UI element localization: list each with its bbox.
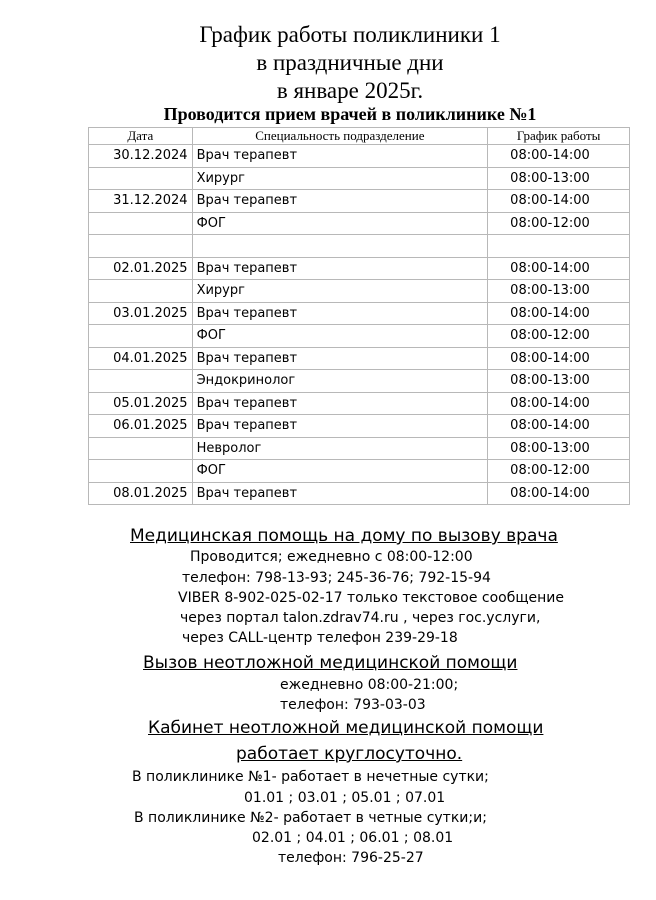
cell-date bbox=[89, 235, 193, 258]
clinic2-text: В поликлинике №2- работает в четные сутки;и; bbox=[134, 810, 487, 826]
table-row bbox=[89, 212, 630, 235]
cell-specialty: Врач терапевт bbox=[192, 392, 488, 415]
cell-specialty: ФОГ bbox=[192, 460, 488, 483]
urgent-office-heading-2: работает круглосуточно. bbox=[236, 744, 463, 764]
table-row bbox=[89, 167, 630, 190]
cell-date: 05.01.2025 bbox=[89, 392, 193, 415]
cell-date bbox=[89, 212, 193, 235]
cell-date: 30.12.2024 bbox=[89, 145, 193, 168]
urgent-office-heading-1: Кабинет неотложной медицинской помощи bbox=[148, 718, 544, 738]
cell-specialty: ФОГ bbox=[192, 212, 488, 235]
cell-specialty: Врач терапевт bbox=[192, 190, 488, 213]
table-row bbox=[89, 190, 630, 213]
table-row bbox=[89, 325, 630, 348]
cell-date bbox=[89, 460, 193, 483]
cell-schedule: 08:00-14:00 bbox=[488, 190, 630, 213]
cell-date: 04.01.2025 bbox=[89, 347, 193, 370]
cell-date bbox=[89, 280, 193, 303]
cell-date: 31.12.2024 bbox=[89, 190, 193, 213]
cell-specialty: Невролог bbox=[192, 437, 488, 460]
home-care-phones: телефон: 798-13-93; 245-36-76; 792-15-94 bbox=[182, 570, 491, 586]
urgent-call-phone: телефон: 793-03-03 bbox=[280, 697, 426, 713]
home-care-portal: через портал talon.zdrav74.ru , через гос.услуги, bbox=[180, 610, 541, 626]
cell-specialty: Хирург bbox=[192, 280, 488, 303]
table-row bbox=[89, 145, 630, 168]
table-row bbox=[89, 415, 630, 438]
cell-date: 03.01.2025 bbox=[89, 302, 193, 325]
cell-specialty: Хирург bbox=[192, 167, 488, 190]
cell-schedule: 08:00-12:00 bbox=[488, 460, 630, 483]
table-row bbox=[89, 257, 630, 280]
cell-schedule: 08:00-13:00 bbox=[488, 167, 630, 190]
cell-schedule: 08:00-13:00 bbox=[488, 370, 630, 393]
home-care-schedule: Проводится; ежедневно с 08:00-12:00 bbox=[190, 549, 473, 565]
table-row bbox=[89, 235, 630, 258]
column-header-specialty: Специальность подразделение bbox=[192, 128, 488, 145]
title-line-2: в праздничные дни bbox=[256, 50, 444, 75]
title-line-3: в январе 2025г. bbox=[276, 78, 424, 103]
cell-specialty: Врач терапевт bbox=[192, 347, 488, 370]
cell-specialty: ФОГ bbox=[192, 325, 488, 348]
cell-specialty: Врач терапевт bbox=[192, 145, 488, 168]
cell-date bbox=[89, 325, 193, 348]
cell-schedule: 08:00-12:00 bbox=[488, 325, 630, 348]
cell-schedule: 08:00-13:00 bbox=[488, 437, 630, 460]
cell-schedule: 08:00-12:00 bbox=[488, 212, 630, 235]
cell-specialty: Врач терапевт bbox=[192, 482, 488, 505]
table-header-row bbox=[89, 128, 630, 145]
cell-specialty bbox=[192, 235, 488, 258]
home-care-heading: Медицинская помощь на дому по вызову врача bbox=[130, 526, 558, 546]
table-row bbox=[89, 482, 630, 505]
cell-date bbox=[89, 437, 193, 460]
table-row bbox=[89, 347, 630, 370]
cell-date: 06.01.2025 bbox=[89, 415, 193, 438]
cell-schedule: 08:00-14:00 bbox=[488, 482, 630, 505]
column-header-date: Дата bbox=[89, 128, 193, 145]
home-care-viber: VIBER 8-902-025-02-17 только текстовое сообщение bbox=[178, 590, 565, 606]
table-row bbox=[89, 370, 630, 393]
cell-schedule: 08:00-14:00 bbox=[488, 257, 630, 280]
urgent-office-phone: телефон: 796-25-27 bbox=[278, 850, 424, 866]
urgent-call-heading: Вызов неотложной медицинской помощи bbox=[143, 653, 518, 673]
cell-schedule: 08:00-14:00 bbox=[488, 347, 630, 370]
cell-schedule: 08:00-14:00 bbox=[488, 145, 630, 168]
cell-schedule: 08:00-14:00 bbox=[488, 302, 630, 325]
table-row bbox=[89, 280, 630, 303]
table-row bbox=[89, 302, 630, 325]
table-row bbox=[89, 460, 630, 483]
cell-specialty: Врач терапевт bbox=[192, 415, 488, 438]
cell-schedule: 08:00-14:00 bbox=[488, 392, 630, 415]
cell-schedule: 08:00-13:00 bbox=[488, 280, 630, 303]
cell-specialty: Врач терапевт bbox=[192, 302, 488, 325]
table-row bbox=[89, 392, 630, 415]
title-line-1: График работы поликлиники 1 bbox=[199, 22, 501, 47]
cell-date bbox=[89, 370, 193, 393]
cell-schedule: 08:00-14:00 bbox=[488, 415, 630, 438]
table-row bbox=[89, 437, 630, 460]
cell-date: 02.01.2025 bbox=[89, 257, 193, 280]
cell-specialty: Эндокринолог bbox=[192, 370, 488, 393]
cell-specialty: Врач терапевт bbox=[192, 257, 488, 280]
table-subtitle: Проводится прием врачей в поликлинике №1 bbox=[163, 104, 537, 124]
cell-date bbox=[89, 167, 193, 190]
column-header-schedule: График работы bbox=[488, 128, 630, 145]
cell-schedule bbox=[488, 235, 630, 258]
clinic1-text: В поликлинике №1- работает в нечетные сутки; bbox=[132, 769, 489, 785]
urgent-call-schedule: ежедневно 08:00-21:00; bbox=[280, 677, 459, 693]
home-care-call-center: через CALL-центр телефон 239-29-18 bbox=[182, 630, 458, 646]
clinic2-dates: 02.01 ; 04.01 ; 06.01 ; 08.01 bbox=[252, 830, 454, 846]
cell-date: 08.01.2025 bbox=[89, 482, 193, 505]
clinic1-dates: 01.01 ; 03.01 ; 05.01 ; 07.01 bbox=[244, 790, 446, 806]
schedule-table bbox=[88, 127, 630, 505]
